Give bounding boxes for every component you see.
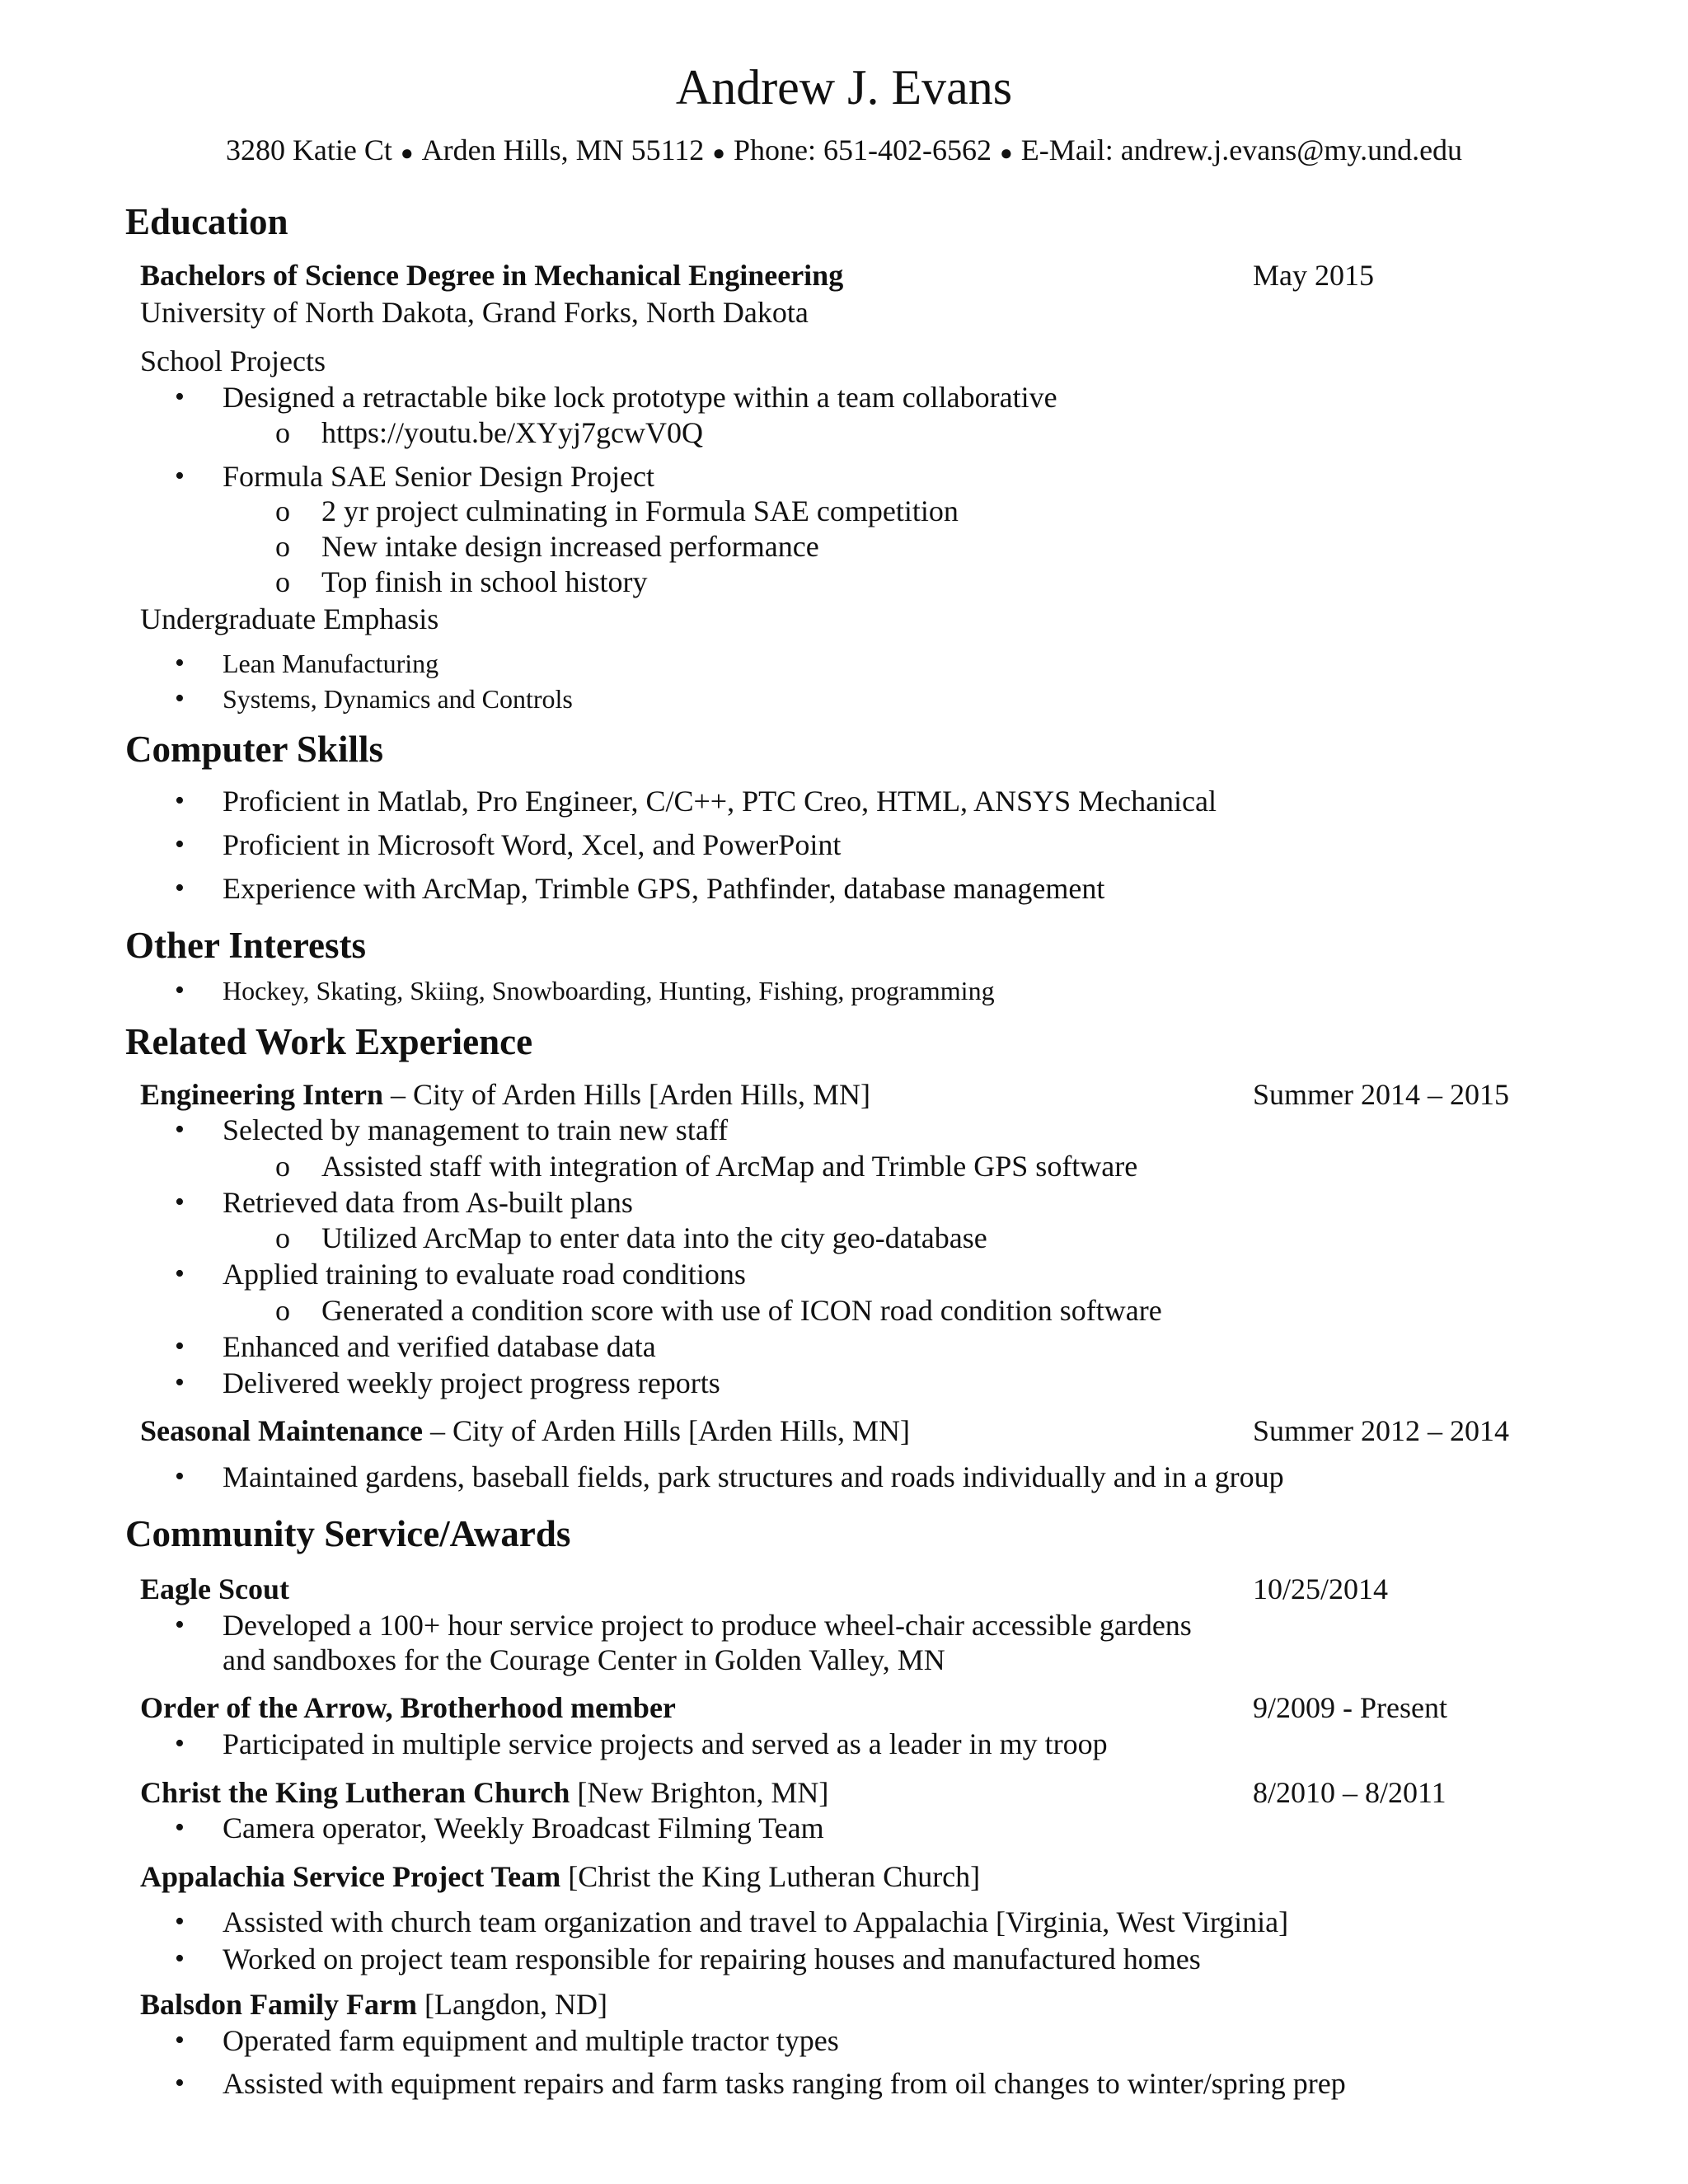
- award-location: [Christ the King Lutheran Church]: [560, 1860, 981, 1893]
- award-date: 9/2009 - Present: [1253, 1691, 1447, 1724]
- list-item: • Hockey, Skating, Skiing, Snowboarding, Hunting, Fishing, programming: [223, 972, 995, 1009]
- award-location: [Langdon, ND]: [417, 1988, 607, 2021]
- award-date: 8/2010 – 8/2011: [1253, 1776, 1447, 1809]
- school-projects-label: School Projects: [140, 344, 326, 377]
- email: E-Mail: andrew.j.evans@my.und.edu: [1020, 134, 1463, 166]
- job-date: Summer 2014 – 2015: [1253, 1078, 1509, 1111]
- list-item: • Maintained gardens, baseball fields, park structures and roads individually and in a group: [223, 1459, 1284, 1495]
- list-item: • Operated farm equipment and multiple tractor types: [223, 2022, 839, 2059]
- applicant-name: Andrew J. Evans: [675, 60, 1013, 115]
- list-item: • Worked on project team responsible for repairing houses and manufactured homes: [223, 1941, 1201, 1977]
- section-heading-skills: Computer Skills: [125, 729, 383, 770]
- section-heading-work: Related Work Experience: [125, 1021, 533, 1062]
- degree-name: Bachelors of Science Degree in Mechanical Engineering: [140, 259, 844, 292]
- list-item: • Lean Manufacturing: [223, 645, 438, 682]
- award-title-bold: Order of the Arrow, Brotherhood member: [140, 1691, 676, 1724]
- list-item: • Proficient in Matlab, Pro Engineer, C/C++, PTC Creo, HTML, ANSYS Mechanical: [223, 783, 1217, 819]
- bullet-separator-icon: ●: [400, 140, 414, 165]
- award-title: [140, 1858, 980, 1895]
- list-item: o Top finish in school history: [321, 564, 647, 600]
- job-employer: – City of Arden Hills [Arden Hills, MN]: [423, 1414, 910, 1447]
- award-title-bold: Appalachia Service Project Team: [140, 1860, 561, 1893]
- award-location: [New Brighton, MN]: [570, 1776, 829, 1809]
- award-title: [140, 1986, 607, 2022]
- award-title-bold: Balsdon Family Farm: [140, 1988, 418, 2021]
- list-item: • Formula SAE Senior Design Project: [223, 458, 654, 494]
- job-date: Summer 2012 – 2014: [1253, 1414, 1509, 1447]
- degree-title: [140, 257, 843, 293]
- job-title: [140, 1076, 870, 1113]
- job-employer: – City of Arden Hills [Arden Hills, MN]: [383, 1078, 870, 1111]
- list-item: • Retrieved data from As-built plans: [223, 1184, 633, 1221]
- list-item: • Developed a 100+ hour service project to produce wheel-chair accessible gardens: [223, 1607, 1192, 1643]
- list-item-continued: and sandboxes for the Courage Center in Golden Valley, MN: [223, 1643, 945, 1676]
- award-date: 10/25/2014: [1253, 1572, 1389, 1605]
- list-item: o 2 yr project culminating in Formula SAE competition: [321, 493, 959, 529]
- list-item: • Delivered weekly project progress reports: [223, 1365, 720, 1401]
- address: 3280 Katie Ct: [225, 134, 392, 166]
- bullet-separator-icon: ●: [1000, 140, 1013, 165]
- list-item: • Applied training to evaluate road conditions: [223, 1256, 746, 1292]
- job-title-bold: Seasonal Maintenance: [140, 1414, 424, 1447]
- bullet-separator-icon: ●: [712, 140, 726, 165]
- list-item: o New intake design increased performance: [321, 528, 819, 565]
- city: Arden Hills, MN 55112: [421, 134, 705, 166]
- list-item: • Designed a retractable bike lock prototype within a team collaborative: [223, 379, 1057, 415]
- list-item: • Selected by management to train new staff: [223, 1112, 728, 1148]
- section-heading-education: Education: [125, 201, 288, 242]
- job-title-bold: Engineering Intern: [140, 1078, 384, 1111]
- award-title: [140, 1774, 828, 1811]
- list-item: • Participated in multiple service projects and served as a leader in my troop: [223, 1726, 1108, 1762]
- list-item: o Utilized ArcMap to enter data into the city geo-database: [321, 1220, 987, 1256]
- degree-date: May 2015: [1253, 259, 1374, 292]
- award-title-bold: Christ the King Lutheran Church: [140, 1776, 570, 1809]
- list-item: • Experience with ArcMap, Trimble GPS, Pathfinder, database management: [223, 870, 1104, 907]
- list-item: • Proficient in Microsoft Word, Xcel, and PowerPoint: [223, 827, 841, 863]
- list-item: • Enhanced and verified database data: [223, 1329, 656, 1365]
- list-item: • Assisted with equipment repairs and farm tasks ranging from oil changes to winter/spring prep: [223, 2065, 1346, 2102]
- job-title: [140, 1413, 910, 1449]
- award-title: [140, 1571, 289, 1607]
- emphasis-label: Undergraduate Emphasis: [140, 602, 439, 635]
- award-title: [140, 1690, 676, 1726]
- phone: Phone: 651-402-6562: [734, 134, 992, 166]
- contact-line: [0, 132, 1688, 171]
- list-item: • Camera operator, Weekly Broadcast Filming Team: [223, 1810, 824, 1846]
- list-item: • Assisted with church team organization and travel to Appalachia [Virginia, West Virginia]: [223, 1904, 1288, 1940]
- list-item: o Assisted staff with integration of ArcMap and Trimble GPS software: [321, 1148, 1137, 1184]
- list-item: • Systems, Dynamics and Controls: [223, 681, 573, 717]
- list-item: o Generated a condition score with use of ICON road condition software: [321, 1292, 1162, 1329]
- section-heading-community: Community Service/Awards: [125, 1513, 571, 1554]
- award-title-bold: Eagle Scout: [140, 1572, 290, 1605]
- project-link[interactable]: o https://youtu.be/XYyj7gcwV0Q: [321, 415, 703, 451]
- section-heading-interests: Other Interests: [125, 925, 367, 966]
- school-name: University of North Dakota, Grand Forks, North Dakota: [140, 296, 809, 329]
